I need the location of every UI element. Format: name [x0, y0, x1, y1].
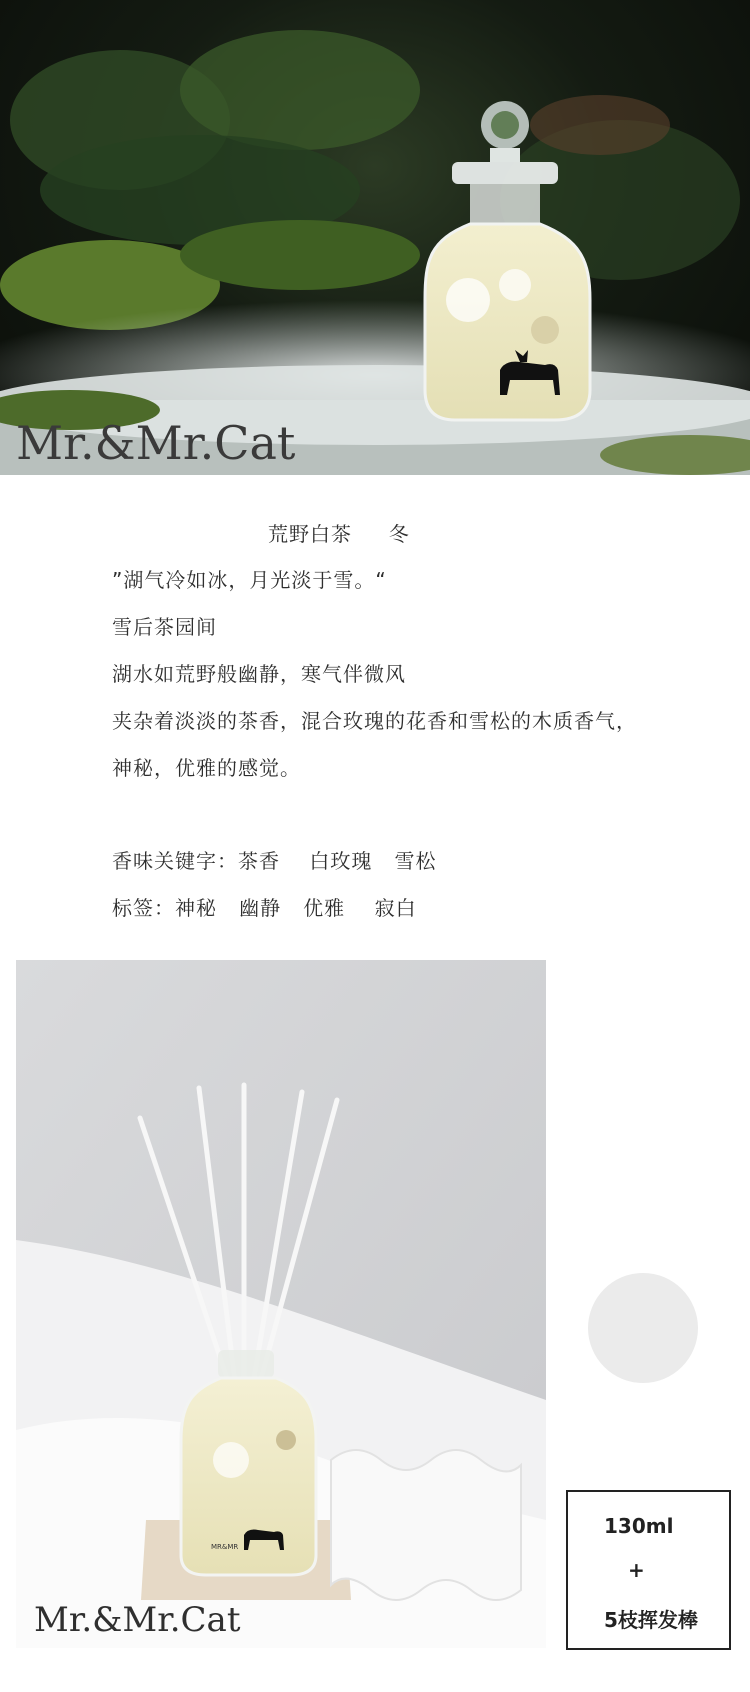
description-line: ”湖气冷如冰，月光淡于雪。“ — [112, 568, 387, 592]
bottle-label: MR&MR — [211, 1543, 239, 1551]
hero-brand-logo: Mr.&Mr.Cat — [16, 416, 296, 470]
product-brand-logo: Mr.&Mr.Cat — [34, 1600, 241, 1640]
product-image — [16, 960, 546, 1648]
product-scene — [16, 960, 546, 1648]
volume-label: 130ml — [604, 1514, 674, 1538]
hero-scene — [0, 0, 750, 475]
tags: 标签：神秘 幽静 优雅 寂白 — [112, 896, 417, 920]
decorative-circle — [588, 1273, 698, 1383]
spec-box — [566, 1490, 731, 1650]
description-line: 雪后茶园间 — [112, 615, 217, 639]
scent-keywords: 香味关键字：茶香 白玫瑰 雪松 — [112, 849, 437, 873]
description-line: 神秘，优雅的感觉。 — [112, 756, 301, 780]
plus-sign: + — [628, 1558, 645, 1582]
sticks-label: 5枝挥发棒 — [604, 1608, 698, 1632]
description-line: 湖水如荒野般幽静，寒气伴微风 — [112, 662, 406, 686]
hero-image — [0, 0, 750, 475]
product-title: 荒野白茶 冬 — [268, 522, 410, 546]
description-line: 夹杂着淡淡的茶香，混合玫瑰的花香和雪松的木质香气， — [112, 709, 637, 733]
